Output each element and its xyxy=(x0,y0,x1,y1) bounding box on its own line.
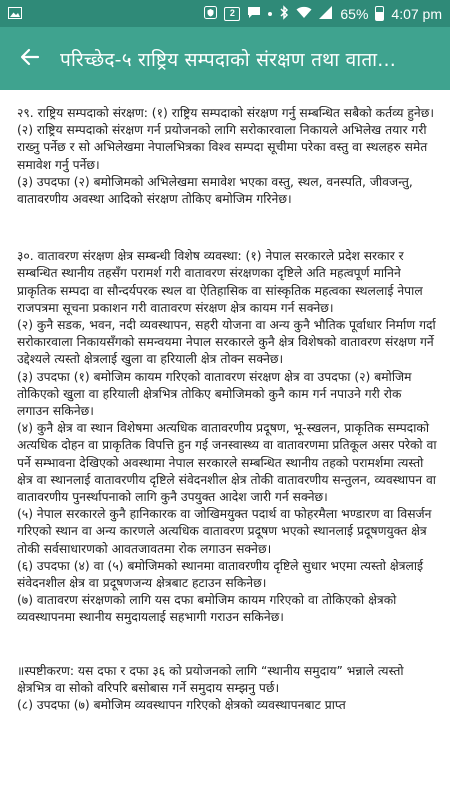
battery-icon xyxy=(375,6,384,21)
app-toolbar xyxy=(0,27,450,90)
back-button[interactable] xyxy=(0,27,60,90)
battery-percent: 65% xyxy=(340,5,369,22)
paragraph: ॥स्पष्टीकरण: यस दफा र दफा ३६ को प्रयोजनको लागि “स्थानीय समुदाय” भन्नाले त्यस्तो क्षेत्रभित्र वा सोको वरिपरि बसोबास गर्ने समुदाय सम्झनु पर्छ। xyxy=(17,663,404,695)
paragraph: (८) उपदफा (७) बमोजिम व्यवस्थापन गरिएको क्षेत्रको व्यवस्थापनबाट प्राप्त xyxy=(17,698,346,713)
signal-icon xyxy=(319,6,333,21)
wifi-icon xyxy=(296,6,312,21)
paragraph: ३०. वातावरण संरक्षण क्षेत्र सम्बन्धी विशेष व्यवस्था: (१) नेपाल सरकारले प्रदेश सरकार र सम्बन्धित स्थानीय तहसँग परामर्श गरी वातावरण संरक्षणका दृष्टिले अति महत्वपूर्ण मानिने प्राकृतिक सम्पदा वा सौन्दर्यपरक स्थल वा ऐतिहासिक वा सांस्कृतिक महत्वका स्थललाई नेपाल राजपत्रमा सूचना प्रकाशन गरी वातावरण संरक्षण क्षेत्र कायम गर्न सक्नेछ। xyxy=(17,249,423,315)
section-spacer xyxy=(17,627,437,663)
sms-icon xyxy=(247,6,261,21)
paragraph: (४) कुनै क्षेत्र वा स्थान विशेषमा अत्यधिक वातावरणीय प्रदूषण, भू-स्खलन, प्राकृतिक सम्पदाको अत्यधिक दोहन वा प्राकृतिक विपत्ति हुन गई जनस्वास्थ्य वा वातावरणमा प्रतिकूल असर परेको वा पर्ने सम्भावना देखिएको अवस्थामा नेपाल सरकारले सम्बन्धित स्थानीय तहको परामर्शमा त्यस्तो क्षेत्र वा स्थानलाई वातावरणीय दृष्टिले संवेदनशील क्षेत्र तोकी वातावरणीय सन्तुलन, व्यवस्थापन वा वातावरणीय पुनर्स्थापनाको लागि कुनै उपयुक्त आदेश जारी गर्न सक्नेछ। xyxy=(17,421,437,505)
paragraph: २९. राष्ट्रिय सम्पदाको संरक्षण: (१) राष्ट्रिय सम्पदाको संरक्षण गर्नु सम्बन्धित सबैको कर्तव्य हुनेछ। xyxy=(17,106,435,120)
page-title: परिच्छेद-५ राष्ट्रिय सम्पदाको संरक्षण तथा वाता... xyxy=(60,48,396,71)
bluetooth-icon xyxy=(279,5,289,22)
arrow-left-icon xyxy=(20,47,40,71)
status-bar xyxy=(0,0,450,27)
sim-icon: 2 xyxy=(224,7,240,21)
section-30 xyxy=(17,248,437,626)
explanation-block xyxy=(17,663,437,715)
status-bar-left xyxy=(8,7,22,21)
status-bar-right xyxy=(204,5,442,22)
paragraph: (७) वातावरण संरक्षणको लागि यस दफा बमोजिम कायम गरिएको वा तोकिएको क्षेत्रको व्यवस्थापनमा स्थानीय समुदायलाई सहभागी गराउन सकिनेछ। xyxy=(17,593,397,625)
image-icon xyxy=(8,7,22,21)
section-spacer xyxy=(17,208,437,248)
section-29 xyxy=(17,105,437,208)
article-body xyxy=(17,105,437,800)
paragraph: (६) उपदफा (४) वा (५) बमोजिमको स्थानमा वातावरणीय दृष्टिले सुधार भएमा त्यस्तो क्षेत्रलाई संवेदनशील क्षेत्र वा प्रदूषणजन्य क्षेत्रबाट हटाउन सकिनेछ। xyxy=(17,558,424,591)
overflow-dot-icon xyxy=(268,12,272,16)
paragraph: (५) नेपाल सरकारले कुनै हानिकारक वा जोखिमयुक्त पदार्थ वा फोहरमैला भण्डारण वा विसर्जन गरिएको स्थान वा अन्य कारणले अत्यधिक वातावरण प्रदूषण भएको स्थानलाई प्रदूषणयुक्त क्षेत्र तोकी सर्वसाधारणको आवतजावतमा रोक लगाउन सक्नेछ। xyxy=(17,507,432,556)
paragraph: (३) उपदफा (१) बमोजिम कायम गरिएको वातावरण संरक्षण क्षेत्र वा उपदफा (२) बमोजिम तोकिएको खुला वा हरियाली क्षेत्रभित्र तोकिए बमोजिमको कुनै काम गर्न नपाउने गरी रोक लगाउन सकिनेछ। xyxy=(17,369,412,419)
paragraph: (२) राष्ट्रिय सम्पदाको संरक्षण गर्न प्रयोजनको लागि सरोकारवाला निकायले अभिलेख तयार गरी राख्नु पर्नेछ र सो अभिलेखमा नेपालभित्रका विश्व सम्पदा सूचीमा परेका वस्तु वा स्थलहरु समेत समावेश गर्नु पर्नेछ। xyxy=(17,123,428,172)
paragraph: (२) कुनै सडक, भवन, नदी व्यवस्थापन, सहरी योजना वा अन्य कुनै भौतिक पूर्वाधार निर्माण गर्दा सरोकारवाला निकायसँगको समन्वयमा नेपाल सरकारले कुनै क्षेत्र विशेषको वातावरण संरक्षण गर्ने उद्देश्यले त्यस्तो क्षेत्रलाई खुला वा हरियाली क्षेत्र तोक्न सक्नेछ। xyxy=(17,318,436,367)
clock: 4:07 pm xyxy=(391,5,442,22)
security-icon xyxy=(204,6,217,21)
paragraph: (३) उपदफा (२) बमोजिमको अभिलेखमा समावेश भएका वस्तु, स्थल, वनस्पति, जीवजन्तु, वातावरणीय अवस्था आदिको संरक्षण तोकिए बमोजिम गरिनेछ। xyxy=(17,174,413,207)
